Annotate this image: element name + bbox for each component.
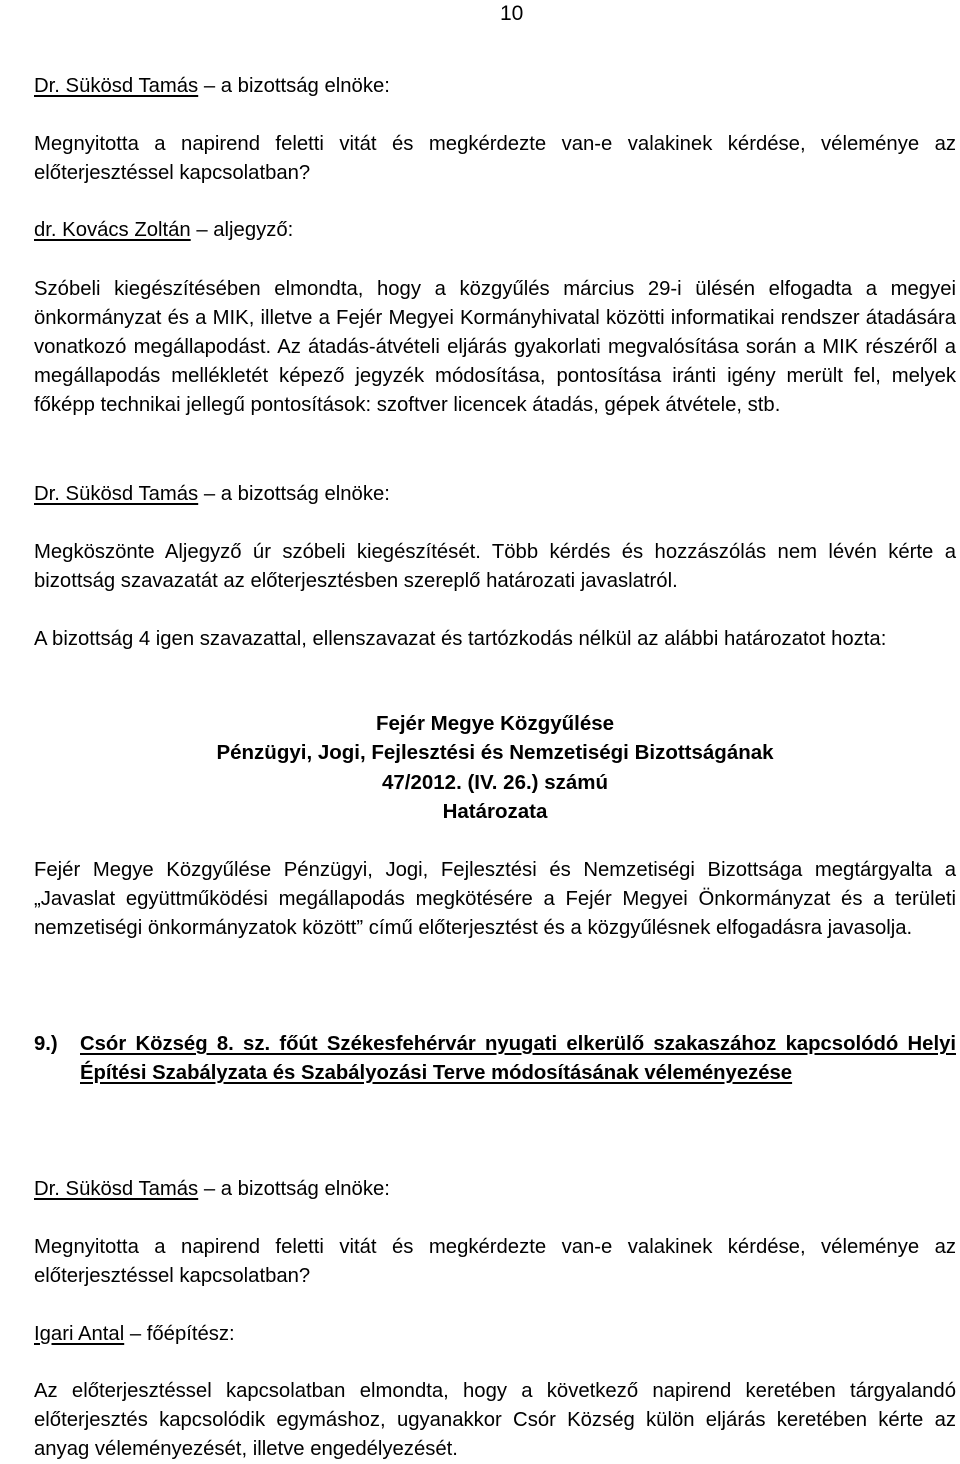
speaker-name: dr. Kovács Zoltán xyxy=(34,219,191,241)
page-number: 10 xyxy=(500,2,524,25)
speaker-name: Igari Antal xyxy=(34,1323,125,1345)
agenda-item-number: 9.) xyxy=(34,1033,58,1055)
speaker-statement: Megnyitotta a napirend feletti vitát és megkérdezte van-e valakinek kérdése, véleménye az előterjesztéssel kapcsolatban? xyxy=(34,133,956,184)
resolution-body: Fejér Megye Közgyűlése Pénzügyi, Jogi, Fejlesztési és Nemzetiségi Bizottsága megtárgyalta a „Javaslat együttműködési megállapodás megkötésére a Fejér Megyei Önkormányzat és a területi nemzetiségi önkormányzatok között” című előterjesztést és a közgyűlésnek elfogadásra javasolja. xyxy=(34,859,956,939)
resolution-heading-line-1: Fejér Megye Közgyűlése xyxy=(375,712,615,735)
speaker-role: – a bizottság elnöke: xyxy=(198,483,390,505)
resolution-heading-line-2: Pénzügyi, Jogi, Fejlesztési és Nemzetiségi Bizottságának xyxy=(216,741,774,764)
speaker-line xyxy=(34,1320,956,1349)
speaker-line xyxy=(34,1175,956,1204)
speaker-name: Dr. Sükösd Tamás xyxy=(34,483,199,505)
speaker-line xyxy=(34,216,956,245)
speaker-statement: Szóbeli kiegészítésében elmondta, hogy a közgyűlés március 29-i ülésén elfogadta a megyei önkormányzat és a MIK, illetve a Fejér Megyei Kormányhivatal közötti informatikai rendszer átadására vonatkozó megállapodást. Az átadás-átvételi eljárás gyakorlati megvalósítása során a MIK részéről a megállapodás mellékletét képező jegyzék módosítása, pontosítása iránti igény merült fel, melyek főképp technikai jellegű pontosítások: szoftver licencek átadás, gépek átvétele, stb. xyxy=(34,278,956,416)
speaker-role: – főépítész: xyxy=(124,1323,235,1345)
speaker-name: Dr. Sükösd Tamás xyxy=(34,75,199,97)
speaker-name: Dr. Sükösd Tamás xyxy=(34,1178,199,1200)
speaker-role: – a bizottság elnöke: xyxy=(198,1178,390,1200)
speaker-role: – a bizottság elnöke: xyxy=(198,75,390,97)
speaker-statement: Az előterjesztéssel kapcsolatban elmondta, hogy a következő napirend keretében tárgyalandó előterjesztés kapcsolódik egymáshoz, ugyanakkor Csór Község külön eljárás keretében kérte az anyag véleményezését, illetve engedélyezését. xyxy=(34,1380,956,1460)
resolution-number: 47/2012. (IV. 26.) számú xyxy=(381,771,609,794)
speaker-statement: Megköszönte Aljegyző úr szóbeli kiegészítését. Több kérdés és hozzászólás nem lévén kérte a bizottság szavazatát az előterjesztésben szereplő határozati javaslatról. xyxy=(34,541,956,592)
speaker-role: – aljegyző: xyxy=(190,219,294,241)
vote-statement: A bizottság 4 igen szavazattal, ellenszavazat és tartózkodás nélkül az alábbi határozatot hozta: xyxy=(34,628,887,650)
agenda-item-title: Csór Község 8. sz. főút Székesfehérvár nyugati elkerülő szakaszához kapcsolódó Helyi Építési Szabályzata és Szabályozási Terve módosításának véleményezése xyxy=(80,1033,956,1084)
resolution-title: Határozata xyxy=(442,800,548,823)
speaker-line xyxy=(34,480,956,509)
speaker-statement: Megnyitotta a napirend feletti vitát és megkérdezte van-e valakinek kérdése, véleménye az előterjesztéssel kapcsolatban? xyxy=(34,1236,956,1287)
agenda-item xyxy=(34,1030,956,1088)
speaker-line xyxy=(34,72,956,101)
